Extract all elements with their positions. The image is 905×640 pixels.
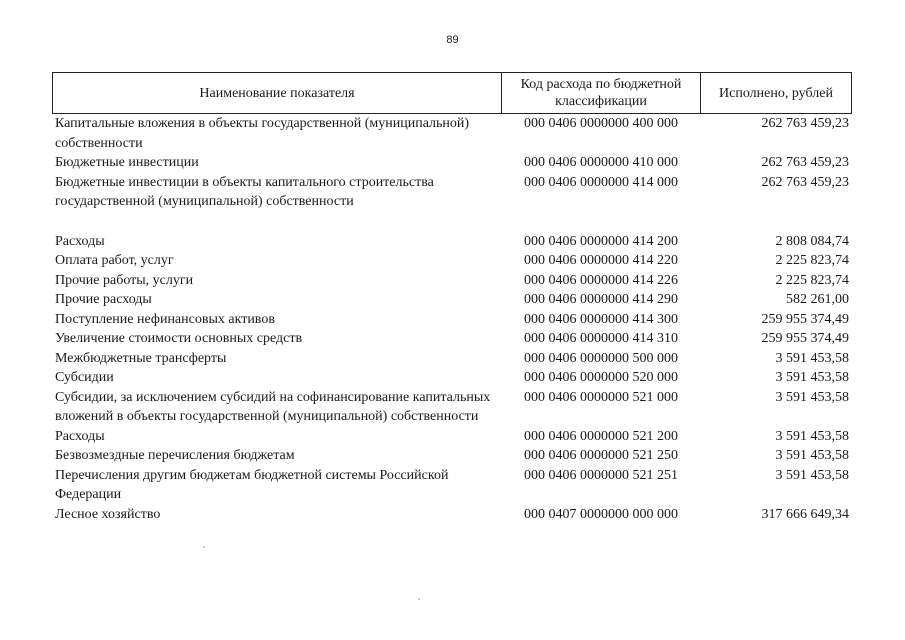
row-value: 262 763 459,23 bbox=[761, 174, 849, 190]
row-name: Субсидии, за исключением субсидий на софинансирование капитальных вложений в объекты государственной (муниципальной) собственности bbox=[55, 389, 491, 424]
table-row bbox=[52, 368, 852, 388]
row-code: 000 0406 0000000 521 000 bbox=[524, 389, 678, 405]
row-name: Увеличение стоимости основных средств bbox=[55, 331, 303, 346]
row-name: Прочие расходы bbox=[55, 292, 152, 307]
table-row bbox=[52, 505, 852, 525]
row-code: 000 0406 0000000 521 250 bbox=[524, 448, 678, 463]
row-name: Прочие работы, услуги bbox=[55, 272, 194, 288]
row-code: 000 0406 0000000 400 000 bbox=[524, 116, 678, 131]
row-value: 262 763 459,23 bbox=[761, 116, 849, 131]
table-row bbox=[52, 446, 852, 466]
table-row bbox=[52, 173, 852, 212]
table-body bbox=[52, 114, 852, 524]
row-code: 000 0407 0000000 000 000 bbox=[524, 506, 678, 522]
row-name: Межбюджетные трансферты bbox=[55, 350, 227, 366]
row-value: 2 808 084,74 bbox=[775, 233, 849, 249]
row-value: 3 591 453,58 bbox=[775, 448, 849, 463]
header-executed: Исполнено, рублей bbox=[719, 85, 833, 101]
scan-speck bbox=[418, 598, 420, 600]
scan-speck bbox=[203, 546, 205, 548]
row-value: 317 666 649,34 bbox=[761, 506, 849, 522]
header-code: Код расхода по бюджетной классификации bbox=[502, 73, 701, 113]
row-value: 3 591 453,58 bbox=[775, 389, 849, 405]
table-header bbox=[52, 72, 852, 114]
row-name: Бюджетные инвестиции в объекты капитального строительства государственной (муниципальной) собственности bbox=[55, 174, 434, 209]
table-row bbox=[52, 349, 852, 369]
row-name: Субсидии bbox=[55, 370, 114, 385]
row-name: Поступление нефинансовых активов bbox=[55, 311, 275, 327]
table-row bbox=[52, 114, 852, 153]
row-value: 2 225 823,74 bbox=[775, 253, 849, 268]
row-name: Безвозмездные перечисления бюджетам bbox=[55, 448, 295, 463]
row-value: 259 955 374,49 bbox=[761, 311, 849, 327]
table-row bbox=[52, 251, 852, 271]
table-row bbox=[52, 466, 852, 505]
row-code: 000 0406 0000000 520 000 bbox=[524, 370, 678, 385]
row-code: 000 0406 0000000 414 000 bbox=[524, 174, 678, 190]
row-code: 000 0406 0000000 410 000 bbox=[524, 155, 678, 170]
row-name: Капитальные вложения в объекты государственной (муниципальной) собственности bbox=[55, 116, 470, 151]
row-code: 000 0406 0000000 521 251 bbox=[524, 467, 678, 483]
row-value: 3 591 453,58 bbox=[775, 350, 849, 366]
row-value: 3 591 453,58 bbox=[775, 370, 849, 385]
table-row bbox=[52, 271, 852, 291]
page-number: 89 bbox=[446, 34, 459, 46]
table-row bbox=[52, 310, 852, 330]
row-value: 582 261,00 bbox=[786, 292, 849, 307]
row-code: 000 0406 0000000 500 000 bbox=[524, 350, 678, 366]
header-name: Наименование показателя bbox=[53, 73, 502, 113]
table-row bbox=[52, 388, 852, 427]
row-name: Расходы bbox=[55, 428, 105, 444]
blank-gap bbox=[52, 212, 852, 232]
row-code: 000 0406 0000000 521 200 bbox=[524, 428, 678, 444]
table-row bbox=[52, 427, 852, 447]
row-name: Бюджетные инвестиции bbox=[55, 155, 199, 170]
row-name: Расходы bbox=[55, 233, 105, 249]
row-value: 259 955 374,49 bbox=[761, 331, 849, 346]
row-code: 000 0406 0000000 414 220 bbox=[524, 253, 678, 268]
row-name: Оплата работ, услуг bbox=[55, 253, 174, 268]
table-row bbox=[52, 232, 852, 252]
row-value: 3 591 453,58 bbox=[775, 428, 849, 444]
row-code: 000 0406 0000000 414 226 bbox=[524, 272, 678, 288]
table-row bbox=[52, 153, 852, 173]
row-name: Лесное хозяйство bbox=[55, 506, 161, 522]
row-value: 262 763 459,23 bbox=[761, 155, 849, 170]
row-code: 000 0406 0000000 414 310 bbox=[524, 331, 678, 346]
row-code: 000 0406 0000000 414 200 bbox=[524, 233, 678, 249]
row-name: Перечисления другим бюджетам бюджетной системы Российской Федерации bbox=[55, 467, 449, 502]
row-value: 3 591 453,58 bbox=[775, 467, 849, 483]
row-code: 000 0406 0000000 414 290 bbox=[524, 292, 678, 307]
row-code: 000 0406 0000000 414 300 bbox=[524, 311, 678, 327]
row-value: 2 225 823,74 bbox=[775, 272, 849, 288]
table-row bbox=[52, 329, 852, 349]
table-row bbox=[52, 290, 852, 310]
